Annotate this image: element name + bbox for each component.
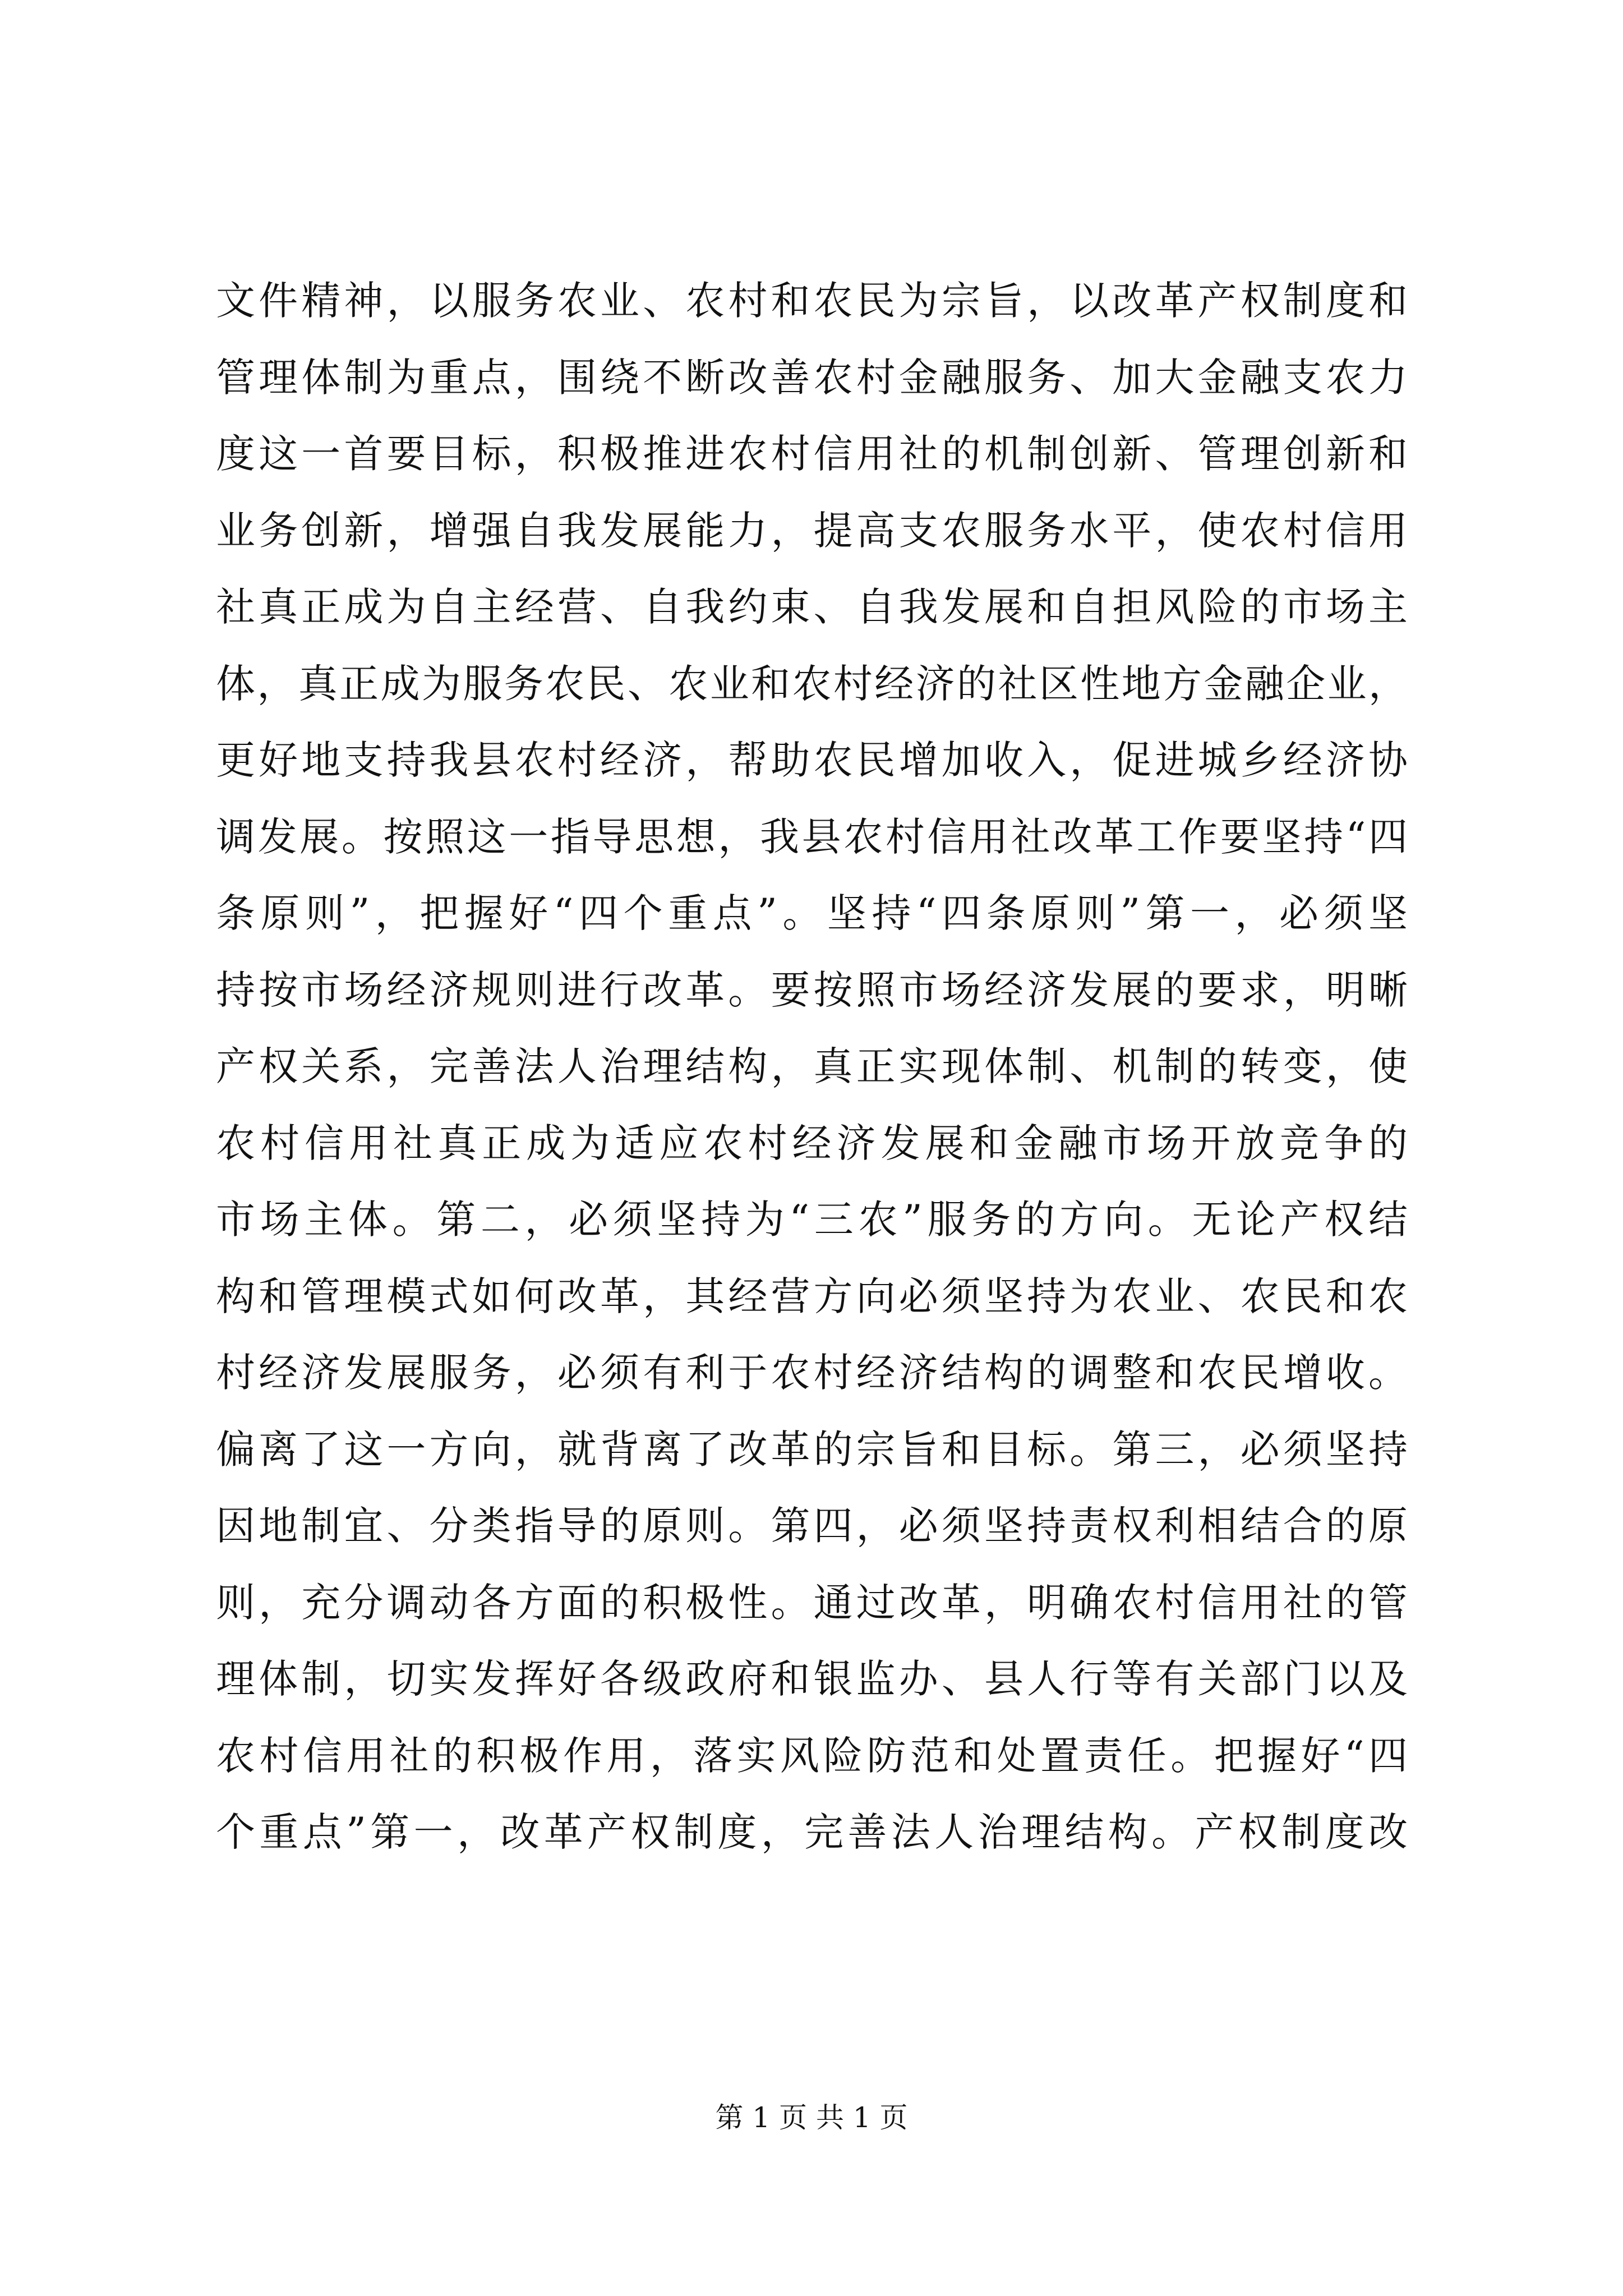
text-line: 持按市场经济规则进行改革。要按照市场经济发展的要求，明晰 xyxy=(216,967,1408,1013)
text-line: 管理体制为重点，围绕不断改善农村金融服务、加大金融支农力 xyxy=(216,354,1408,401)
text-line: 市场主体。第二，必须坚持为“三农”服务的方向。无论产权结 xyxy=(216,1197,1408,1243)
text-line: 文件精神，以服务农业、农村和农民为宗旨，以改革产权制度和 xyxy=(216,278,1408,324)
body-text xyxy=(216,263,1408,1871)
text-line: 社真正成为自主经营、自我约束、自我发展和自担风险的市场主 xyxy=(216,584,1408,630)
text-line: 个重点”第一，改革产权制度，完善法人治理结构。产权制度改 xyxy=(216,1809,1408,1855)
text-line: 体，真正成为服务农民、农业和农村经济的社区性地方金融企业， xyxy=(216,660,1408,707)
page-footer: 第 1 页 共 1 页 xyxy=(715,2101,908,2134)
text-line: 偏离了这一方向，就背离了改革的宗旨和目标。第三，必须坚持 xyxy=(216,1426,1408,1473)
text-line: 村经济发展服务，必须有利于农村经济结构的调整和农民增收。 xyxy=(216,1350,1408,1396)
text-line: 条原则”，把握好“四个重点”。坚持“四条原则”第一，必须坚 xyxy=(216,890,1408,936)
text-line: 更好地支持我县农村经济，帮助农民增加收入，促进城乡经济协 xyxy=(216,737,1408,783)
text-line: 构和管理模式如何改革，其经营方向必须坚持为农业、农民和农 xyxy=(216,1273,1408,1319)
text-line: 理体制，切实发挥好各级政府和银监办、县人行等有关部门以及 xyxy=(216,1656,1408,1702)
text-line: 农村信用社真正成为适应农村经济发展和金融市场开放竞争的 xyxy=(216,1120,1408,1166)
text-line: 产权关系，完善法人治理结构，真正实现体制、机制的转变，使 xyxy=(216,1043,1408,1089)
text-line: 度这一首要目标，积极推进农村信用社的机制创新、管理创新和 xyxy=(216,431,1408,477)
text-line: 则，充分调动各方面的积极性。通过改革，明确农村信用社的管 xyxy=(216,1579,1408,1626)
text-line: 业务创新，增强自我发展能力，提高支农服务水平，使农村信用 xyxy=(216,507,1408,554)
text-line: 因地制宜、分类指导的原则。第四，必须坚持责权利相结合的原 xyxy=(216,1503,1408,1549)
text-line: 调发展。按照这一指导思想，我县农村信用社改革工作要坚持“四 xyxy=(216,813,1408,860)
text-line: 农村信用社的积极作用，落实风险防范和处置责任。把握好“四 xyxy=(216,1732,1408,1779)
